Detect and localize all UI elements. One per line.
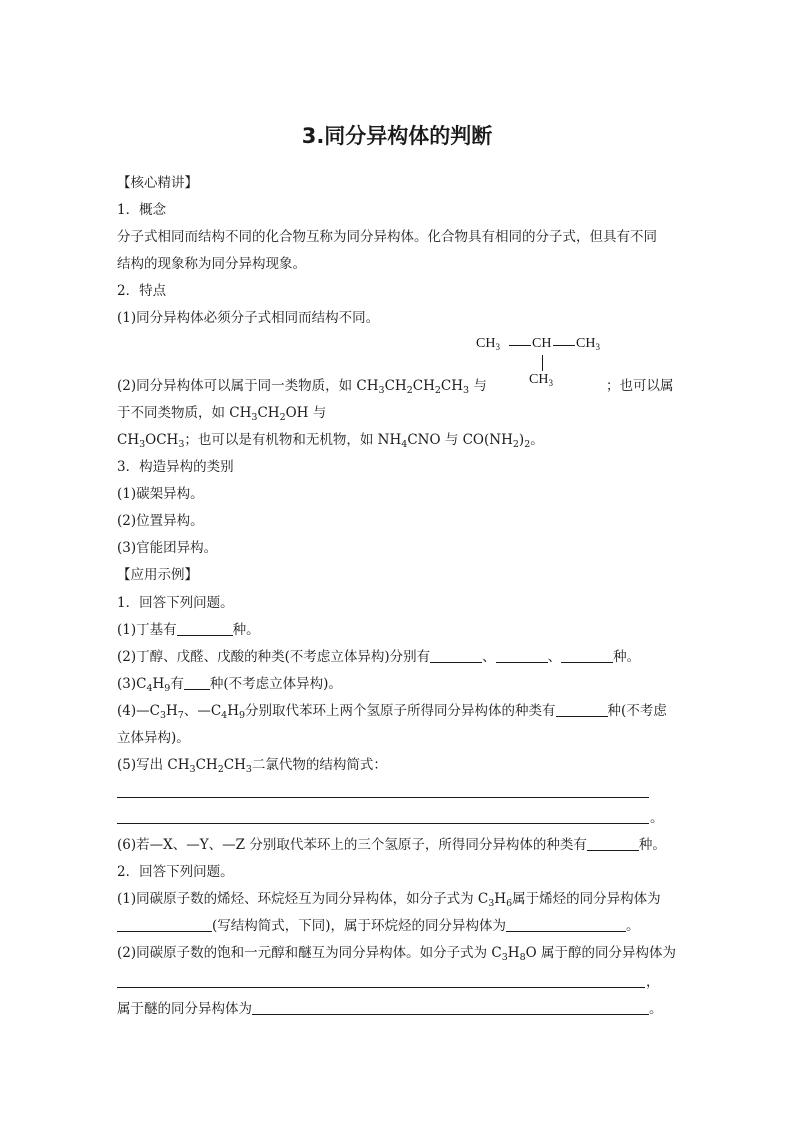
question-2-head: 2．回答下列问题。 xyxy=(117,864,234,880)
page-title: 3.同分异构体的判断 xyxy=(301,124,493,148)
question-2-2-line3: 属于醚的同分异构体为 。 xyxy=(117,1001,663,1017)
feature-num: 2． xyxy=(117,283,140,299)
question-1-4: $(4)—C_3H_7$、$—C_4H_9$分别取代苯环上两个氢原子所得同分异构体的种类有 种(不考虑 xyxy=(117,703,667,721)
answer-blank[interactable] xyxy=(496,648,548,663)
isobutane-structure xyxy=(476,336,616,394)
answer-blank[interactable] xyxy=(587,836,639,851)
question-1-3: $(3)C_4H_9$有 种(不考虑立体异构)。 xyxy=(117,676,342,694)
question-1-5-end: 。 xyxy=(650,810,664,826)
answer-blank[interactable] xyxy=(184,675,210,690)
concept-label: 概念 xyxy=(139,202,167,218)
category-item-2: (2)位置异构。 xyxy=(117,513,204,529)
feature-heading xyxy=(117,282,166,300)
question-1-2: (2)丁醇、戊醛、戊酸的种类(不考虑立体异构)分别有 、 、 种。 xyxy=(117,649,641,665)
answer-blank[interactable] xyxy=(556,702,608,717)
question-1-6: (6)若—X、—Y、—Z 分别取代苯环上的三个氢原子，所得同分异构体的种类有 种。 xyxy=(117,837,666,853)
concept-num: 1． xyxy=(117,202,140,218)
category-item-3: (3)官能团异构。 xyxy=(117,540,218,556)
question-1-5: (5)写出 $CH_3CH_2CH_3$二氯代物的结构简式： xyxy=(117,757,387,775)
question-2-2-comma: ， xyxy=(646,974,660,990)
feature-item-1: (1)同分异构体必须分子式相同而结构不同。 xyxy=(117,310,380,326)
feature-item-2-line3: $CH_3OCH_3$；也可以是有机物和无机物，如 $NH_4CNO$ 与 $CO(NH_2)_2$。 xyxy=(117,432,544,450)
question-1-head: 1．回答下列问题。 xyxy=(117,595,234,611)
answer-blank[interactable] xyxy=(561,648,613,663)
category-item-1: (1)碳架异构。 xyxy=(117,486,204,502)
feature-item-2-tail: ；也可以属 xyxy=(606,378,674,394)
answer-blank[interactable] xyxy=(177,621,233,636)
concept-heading xyxy=(117,201,166,219)
answer-line[interactable] xyxy=(117,987,645,988)
answer-blank[interactable] xyxy=(117,917,212,932)
question-2-2: (2)同碳原子数的饱和一元醇和醚互为同分异构体。如分子式为 $C_3H_8O$ 属于醇的同分异构体为 xyxy=(117,945,676,963)
question-1-1: (1)丁基有 种。 xyxy=(117,622,260,638)
answer-line[interactable] xyxy=(117,797,649,798)
question-2-1-line2: (写结构简式，下同)，属于环烷烃的同分异构体为 。 xyxy=(117,917,640,935)
bond-down xyxy=(542,355,543,371)
answer-blank[interactable] xyxy=(430,648,482,663)
answer-blank[interactable] xyxy=(506,917,626,932)
answer-blank[interactable] xyxy=(252,1000,649,1015)
concept-paragraph-line2: 结构的现象称为同分异构现象。 xyxy=(117,256,306,272)
ch3-bottom: $CH_3$ xyxy=(529,372,553,388)
concept-paragraph-line1: 分子式相同而结构不同的化合物互称为同分异构体。化合物具有相同的分子式，但具有不同 xyxy=(117,229,657,245)
category-heading: 3．构造异构的类别 xyxy=(117,459,234,475)
feature-label: 特点 xyxy=(139,283,167,299)
ch3-left: $CH_3$ xyxy=(476,336,500,352)
answer-line[interactable] xyxy=(117,823,649,824)
feature-item-2-line2: 于不同类物质，如 $CH_3CH_2OH$ 与 xyxy=(117,405,327,423)
question-1-4-line2: 立体异构)。 xyxy=(117,730,190,746)
section-heading-core: 【核心精讲】 xyxy=(117,175,198,191)
bond-right xyxy=(553,345,575,346)
question-2-1: (1)同碳原子数的烯烃、环烷烃互为同分异构体，如分子式为 $C_3H_6$属于烯烃的同分异构体为 xyxy=(117,891,661,909)
feature-item-2: (2)同分异构体可以属于同一类物质，如 $CH_3CH_2CH_2CH_3$ 与 xyxy=(117,378,487,396)
section-heading-examples: 【应用示例】 xyxy=(117,567,198,583)
ch3-right: $CH_3$ xyxy=(576,336,600,352)
bond-left xyxy=(509,345,531,346)
ch-center: CH xyxy=(532,336,552,351)
